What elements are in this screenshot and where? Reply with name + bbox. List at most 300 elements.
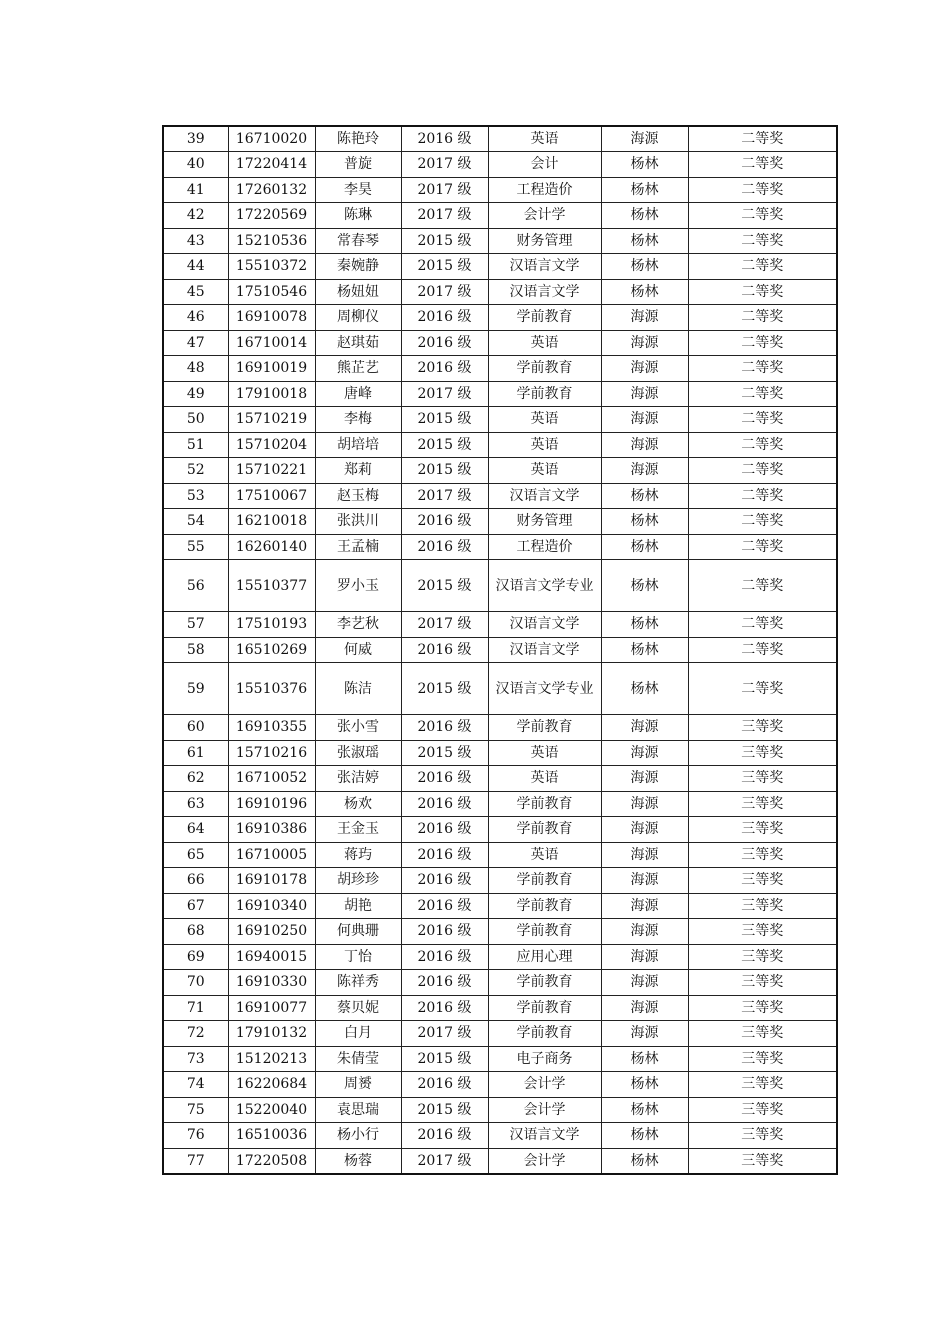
row-number-cell: 62 — [163, 766, 228, 792]
row-number-cell: 65 — [163, 842, 228, 868]
campus-cell: 海源 — [601, 330, 688, 356]
row-number-cell: 77 — [163, 1148, 228, 1174]
major-cell: 英语 — [488, 126, 601, 152]
award-level-cell: 二等奖 — [688, 560, 837, 612]
student-name-cell: 何典珊 — [315, 919, 401, 945]
table-row — [163, 663, 837, 715]
grade-cell: 2017 级 — [401, 1021, 488, 1047]
table-row — [163, 305, 837, 331]
campus-cell: 杨林 — [601, 279, 688, 305]
award-level-cell: 三等奖 — [688, 740, 837, 766]
student-id-cell: 15510377 — [228, 560, 315, 612]
student-name-cell: 陈琳 — [315, 203, 401, 229]
student-id-cell: 16910019 — [228, 356, 315, 382]
major-cell: 汉语言文学 — [488, 279, 601, 305]
major-cell: 学前教育 — [488, 381, 601, 407]
award-level-cell: 三等奖 — [688, 715, 837, 741]
award-level-cell: 三等奖 — [688, 842, 837, 868]
table-row — [163, 381, 837, 407]
student-id-cell: 15710219 — [228, 407, 315, 433]
grade-cell: 2016 级 — [401, 868, 488, 894]
grade-cell: 2017 级 — [401, 203, 488, 229]
grade-cell: 2016 级 — [401, 637, 488, 663]
campus-cell: 海源 — [601, 791, 688, 817]
table-row — [163, 637, 837, 663]
table-row — [163, 560, 837, 612]
grade-cell: 2017 级 — [401, 152, 488, 178]
award-level-cell: 三等奖 — [688, 1148, 837, 1174]
award-level-cell: 二等奖 — [688, 228, 837, 254]
student-name-cell: 张洁婷 — [315, 766, 401, 792]
row-number-cell: 50 — [163, 407, 228, 433]
student-name-cell: 郑莉 — [315, 458, 401, 484]
award-level-cell: 三等奖 — [688, 791, 837, 817]
table-row — [163, 1148, 837, 1174]
row-number-cell: 63 — [163, 791, 228, 817]
student-name-cell: 胡珍珍 — [315, 868, 401, 894]
campus-cell: 杨林 — [601, 663, 688, 715]
major-cell: 英语 — [488, 407, 601, 433]
table-row — [163, 152, 837, 178]
table-row — [163, 766, 837, 792]
table-row — [163, 893, 837, 919]
table-row — [163, 970, 837, 996]
award-level-cell: 三等奖 — [688, 868, 837, 894]
row-number-cell: 74 — [163, 1072, 228, 1098]
row-number-cell: 57 — [163, 612, 228, 638]
student-id-cell: 17510067 — [228, 483, 315, 509]
table-row — [163, 1021, 837, 1047]
student-id-cell: 16910330 — [228, 970, 315, 996]
row-number-cell: 47 — [163, 330, 228, 356]
student-name-cell: 蔡贝妮 — [315, 995, 401, 1021]
student-id-cell: 16710020 — [228, 126, 315, 152]
grade-cell: 2015 级 — [401, 560, 488, 612]
student-id-cell: 16710014 — [228, 330, 315, 356]
award-level-cell: 二等奖 — [688, 612, 837, 638]
major-cell: 学前教育 — [488, 919, 601, 945]
student-id-cell: 16910196 — [228, 791, 315, 817]
student-name-cell: 常春琴 — [315, 228, 401, 254]
row-number-cell: 70 — [163, 970, 228, 996]
grade-cell: 2016 级 — [401, 1123, 488, 1149]
table-row — [163, 483, 837, 509]
award-level-cell: 二等奖 — [688, 381, 837, 407]
award-level-cell: 二等奖 — [688, 407, 837, 433]
grade-cell: 2016 级 — [401, 766, 488, 792]
grade-cell: 2016 级 — [401, 970, 488, 996]
student-name-cell: 熊芷艺 — [315, 356, 401, 382]
grade-cell: 2017 级 — [401, 1148, 488, 1174]
major-cell: 汉语言文学 — [488, 612, 601, 638]
table-row — [163, 1072, 837, 1098]
major-cell: 汉语言文学 — [488, 254, 601, 280]
student-name-cell: 李昊 — [315, 177, 401, 203]
student-id-cell: 16710005 — [228, 842, 315, 868]
grade-cell: 2016 级 — [401, 356, 488, 382]
campus-cell: 海源 — [601, 305, 688, 331]
award-level-cell: 三等奖 — [688, 1021, 837, 1047]
row-number-cell: 72 — [163, 1021, 228, 1047]
student-name-cell: 王孟楠 — [315, 534, 401, 560]
table-row — [163, 868, 837, 894]
student-name-cell: 陈艳玲 — [315, 126, 401, 152]
grade-cell: 2016 级 — [401, 534, 488, 560]
student-name-cell: 李梅 — [315, 407, 401, 433]
grade-cell: 2016 级 — [401, 817, 488, 843]
award-level-cell: 二等奖 — [688, 305, 837, 331]
table-body — [163, 126, 837, 1174]
major-cell: 英语 — [488, 330, 601, 356]
table-row — [163, 177, 837, 203]
table-row — [163, 509, 837, 535]
major-cell: 学前教育 — [488, 893, 601, 919]
row-number-cell: 55 — [163, 534, 228, 560]
student-id-cell: 16910386 — [228, 817, 315, 843]
row-number-cell: 56 — [163, 560, 228, 612]
grade-cell: 2015 级 — [401, 1046, 488, 1072]
award-level-cell: 二等奖 — [688, 330, 837, 356]
table-row — [163, 817, 837, 843]
student-id-cell: 15710221 — [228, 458, 315, 484]
major-cell: 汉语言文学 — [488, 483, 601, 509]
award-level-cell: 三等奖 — [688, 766, 837, 792]
major-cell: 汉语言文学专业 — [488, 560, 601, 612]
major-cell: 工程造价 — [488, 177, 601, 203]
row-number-cell: 64 — [163, 817, 228, 843]
student-name-cell: 何威 — [315, 637, 401, 663]
student-name-cell: 普旋 — [315, 152, 401, 178]
campus-cell: 杨林 — [601, 254, 688, 280]
student-id-cell: 15510372 — [228, 254, 315, 280]
student-name-cell: 杨欢 — [315, 791, 401, 817]
campus-cell: 杨林 — [601, 560, 688, 612]
award-level-cell: 三等奖 — [688, 919, 837, 945]
grade-cell: 2016 级 — [401, 893, 488, 919]
table-row — [163, 715, 837, 741]
grade-cell: 2016 级 — [401, 791, 488, 817]
table-row — [163, 995, 837, 1021]
major-cell: 财务管理 — [488, 509, 601, 535]
award-level-cell: 三等奖 — [688, 995, 837, 1021]
award-level-cell: 三等奖 — [688, 944, 837, 970]
major-cell: 学前教育 — [488, 791, 601, 817]
major-cell: 工程造价 — [488, 534, 601, 560]
campus-cell: 海源 — [601, 944, 688, 970]
campus-cell: 杨林 — [601, 1097, 688, 1123]
table-row — [163, 407, 837, 433]
student-name-cell: 赵琪茹 — [315, 330, 401, 356]
student-name-cell: 赵玉梅 — [315, 483, 401, 509]
award-level-cell: 三等奖 — [688, 970, 837, 996]
row-number-cell: 61 — [163, 740, 228, 766]
student-id-cell: 15210536 — [228, 228, 315, 254]
campus-cell: 杨林 — [601, 1148, 688, 1174]
campus-cell: 海源 — [601, 842, 688, 868]
row-number-cell: 43 — [163, 228, 228, 254]
major-cell: 财务管理 — [488, 228, 601, 254]
campus-cell: 海源 — [601, 126, 688, 152]
campus-cell: 杨林 — [601, 1072, 688, 1098]
award-level-cell: 二等奖 — [688, 483, 837, 509]
major-cell: 会计学 — [488, 1097, 601, 1123]
award-level-cell: 二等奖 — [688, 663, 837, 715]
table-row — [163, 330, 837, 356]
row-number-cell: 76 — [163, 1123, 228, 1149]
award-level-cell: 二等奖 — [688, 203, 837, 229]
campus-cell: 杨林 — [601, 483, 688, 509]
major-cell: 电子商务 — [488, 1046, 601, 1072]
campus-cell: 海源 — [601, 868, 688, 894]
major-cell: 会计 — [488, 152, 601, 178]
award-level-cell: 二等奖 — [688, 432, 837, 458]
major-cell: 汉语言文学 — [488, 1123, 601, 1149]
campus-cell: 杨林 — [601, 152, 688, 178]
table-row — [163, 1123, 837, 1149]
award-level-cell: 三等奖 — [688, 1123, 837, 1149]
campus-cell: 海源 — [601, 381, 688, 407]
table-row — [163, 458, 837, 484]
major-cell: 英语 — [488, 740, 601, 766]
student-name-cell: 周赟 — [315, 1072, 401, 1098]
table-row — [163, 612, 837, 638]
table-row — [163, 279, 837, 305]
student-id-cell: 16910355 — [228, 715, 315, 741]
grade-cell: 2015 级 — [401, 407, 488, 433]
table-row — [163, 534, 837, 560]
award-level-cell: 三等奖 — [688, 893, 837, 919]
student-name-cell: 白月 — [315, 1021, 401, 1047]
campus-cell: 海源 — [601, 407, 688, 433]
grade-cell: 2016 级 — [401, 330, 488, 356]
student-name-cell: 杨蓉 — [315, 1148, 401, 1174]
grade-cell: 2017 级 — [401, 177, 488, 203]
award-level-cell: 三等奖 — [688, 817, 837, 843]
row-number-cell: 54 — [163, 509, 228, 535]
award-level-cell: 三等奖 — [688, 1072, 837, 1098]
row-number-cell: 49 — [163, 381, 228, 407]
campus-cell: 海源 — [601, 1021, 688, 1047]
row-number-cell: 45 — [163, 279, 228, 305]
student-name-cell: 朱倩莹 — [315, 1046, 401, 1072]
row-number-cell: 48 — [163, 356, 228, 382]
student-id-cell: 17910132 — [228, 1021, 315, 1047]
campus-cell: 杨林 — [601, 509, 688, 535]
grade-cell: 2016 级 — [401, 919, 488, 945]
grade-cell: 2016 级 — [401, 126, 488, 152]
student-id-cell: 16910078 — [228, 305, 315, 331]
row-number-cell: 41 — [163, 177, 228, 203]
row-number-cell: 59 — [163, 663, 228, 715]
table-row — [163, 254, 837, 280]
major-cell: 学前教育 — [488, 715, 601, 741]
grade-cell: 2016 级 — [401, 1072, 488, 1098]
table-row — [163, 1097, 837, 1123]
campus-cell: 杨林 — [601, 1046, 688, 1072]
campus-cell: 海源 — [601, 356, 688, 382]
student-id-cell: 15710216 — [228, 740, 315, 766]
campus-cell: 海源 — [601, 995, 688, 1021]
major-cell: 学前教育 — [488, 1021, 601, 1047]
award-level-cell: 二等奖 — [688, 152, 837, 178]
student-name-cell: 袁思瑞 — [315, 1097, 401, 1123]
grade-cell: 2016 级 — [401, 842, 488, 868]
major-cell: 英语 — [488, 842, 601, 868]
row-number-cell: 60 — [163, 715, 228, 741]
student-name-cell: 周柳仪 — [315, 305, 401, 331]
table-row — [163, 791, 837, 817]
campus-cell: 杨林 — [601, 228, 688, 254]
major-cell: 学前教育 — [488, 995, 601, 1021]
student-id-cell: 15710204 — [228, 432, 315, 458]
student-id-cell: 15120213 — [228, 1046, 315, 1072]
campus-cell: 海源 — [601, 893, 688, 919]
student-name-cell: 张淑瑶 — [315, 740, 401, 766]
student-id-cell: 16710052 — [228, 766, 315, 792]
campus-cell: 海源 — [601, 432, 688, 458]
major-cell: 汉语言文学专业 — [488, 663, 601, 715]
campus-cell: 海源 — [601, 970, 688, 996]
grade-cell: 2015 级 — [401, 254, 488, 280]
award-level-cell: 二等奖 — [688, 126, 837, 152]
award-level-cell: 二等奖 — [688, 356, 837, 382]
table-row — [163, 1046, 837, 1072]
major-cell: 会计学 — [488, 203, 601, 229]
grade-cell: 2017 级 — [401, 612, 488, 638]
grade-cell: 2015 级 — [401, 663, 488, 715]
award-level-cell: 三等奖 — [688, 1097, 837, 1123]
row-number-cell: 52 — [163, 458, 228, 484]
student-id-cell: 16910340 — [228, 893, 315, 919]
grade-cell: 2017 级 — [401, 381, 488, 407]
student-id-cell: 17510193 — [228, 612, 315, 638]
table-row — [163, 842, 837, 868]
student-name-cell: 罗小玉 — [315, 560, 401, 612]
row-number-cell: 51 — [163, 432, 228, 458]
student-name-cell: 杨小行 — [315, 1123, 401, 1149]
row-number-cell: 44 — [163, 254, 228, 280]
student-name-cell: 张小雪 — [315, 715, 401, 741]
major-cell: 汉语言文学 — [488, 637, 601, 663]
student-id-cell: 15220040 — [228, 1097, 315, 1123]
row-number-cell: 46 — [163, 305, 228, 331]
grade-cell: 2016 级 — [401, 305, 488, 331]
grade-cell: 2015 级 — [401, 740, 488, 766]
table-row — [163, 919, 837, 945]
student-id-cell: 17260132 — [228, 177, 315, 203]
major-cell: 学前教育 — [488, 356, 601, 382]
campus-cell: 海源 — [601, 817, 688, 843]
row-number-cell: 71 — [163, 995, 228, 1021]
student-name-cell: 王金玉 — [315, 817, 401, 843]
grade-cell: 2016 级 — [401, 995, 488, 1021]
major-cell: 会计学 — [488, 1148, 601, 1174]
grade-cell: 2017 级 — [401, 483, 488, 509]
student-id-cell: 16210018 — [228, 509, 315, 535]
campus-cell: 杨林 — [601, 612, 688, 638]
student-id-cell: 16510269 — [228, 637, 315, 663]
row-number-cell: 39 — [163, 126, 228, 152]
award-level-cell: 二等奖 — [688, 458, 837, 484]
award-level-cell: 二等奖 — [688, 177, 837, 203]
student-id-cell: 17510546 — [228, 279, 315, 305]
major-cell: 学前教育 — [488, 817, 601, 843]
campus-cell: 海源 — [601, 458, 688, 484]
table-row — [163, 356, 837, 382]
campus-cell: 海源 — [601, 919, 688, 945]
student-id-cell: 16220684 — [228, 1072, 315, 1098]
table-row — [163, 126, 837, 152]
table-row — [163, 228, 837, 254]
major-cell: 英语 — [488, 432, 601, 458]
student-name-cell: 张洪川 — [315, 509, 401, 535]
award-level-cell: 二等奖 — [688, 279, 837, 305]
student-name-cell: 丁怡 — [315, 944, 401, 970]
major-cell: 英语 — [488, 458, 601, 484]
table-row — [163, 740, 837, 766]
row-number-cell: 42 — [163, 203, 228, 229]
student-name-cell: 胡培培 — [315, 432, 401, 458]
student-id-cell: 17220414 — [228, 152, 315, 178]
student-id-cell: 16910178 — [228, 868, 315, 894]
student-name-cell: 李艺秋 — [315, 612, 401, 638]
award-level-cell: 二等奖 — [688, 254, 837, 280]
award-level-cell: 二等奖 — [688, 509, 837, 535]
row-number-cell: 67 — [163, 893, 228, 919]
row-number-cell: 58 — [163, 637, 228, 663]
major-cell: 会计学 — [488, 1072, 601, 1098]
grade-cell: 2016 级 — [401, 715, 488, 741]
table-row — [163, 203, 837, 229]
row-number-cell: 66 — [163, 868, 228, 894]
major-cell: 学前教育 — [488, 970, 601, 996]
student-name-cell: 陈祥秀 — [315, 970, 401, 996]
campus-cell: 杨林 — [601, 1123, 688, 1149]
grade-cell: 2016 级 — [401, 944, 488, 970]
campus-cell: 海源 — [601, 715, 688, 741]
student-name-cell: 唐峰 — [315, 381, 401, 407]
campus-cell: 杨林 — [601, 637, 688, 663]
major-cell: 应用心理 — [488, 944, 601, 970]
row-number-cell: 53 — [163, 483, 228, 509]
student-name-cell: 秦婉静 — [315, 254, 401, 280]
student-name-cell: 蒋玙 — [315, 842, 401, 868]
student-id-cell: 16910250 — [228, 919, 315, 945]
row-number-cell: 73 — [163, 1046, 228, 1072]
student-id-cell: 15510376 — [228, 663, 315, 715]
campus-cell: 海源 — [601, 766, 688, 792]
table-row — [163, 944, 837, 970]
major-cell: 学前教育 — [488, 868, 601, 894]
campus-cell: 杨林 — [601, 177, 688, 203]
award-level-cell: 二等奖 — [688, 637, 837, 663]
student-id-cell: 16940015 — [228, 944, 315, 970]
award-list-table — [162, 125, 838, 1175]
award-level-cell: 三等奖 — [688, 1046, 837, 1072]
student-id-cell: 17220508 — [228, 1148, 315, 1174]
student-id-cell: 17910018 — [228, 381, 315, 407]
grade-cell: 2015 级 — [401, 432, 488, 458]
row-number-cell: 69 — [163, 944, 228, 970]
grade-cell: 2016 级 — [401, 509, 488, 535]
student-name-cell: 陈洁 — [315, 663, 401, 715]
award-level-cell: 二等奖 — [688, 534, 837, 560]
student-id-cell: 17220569 — [228, 203, 315, 229]
campus-cell: 海源 — [601, 740, 688, 766]
grade-cell: 2017 级 — [401, 279, 488, 305]
major-cell: 学前教育 — [488, 305, 601, 331]
row-number-cell: 75 — [163, 1097, 228, 1123]
